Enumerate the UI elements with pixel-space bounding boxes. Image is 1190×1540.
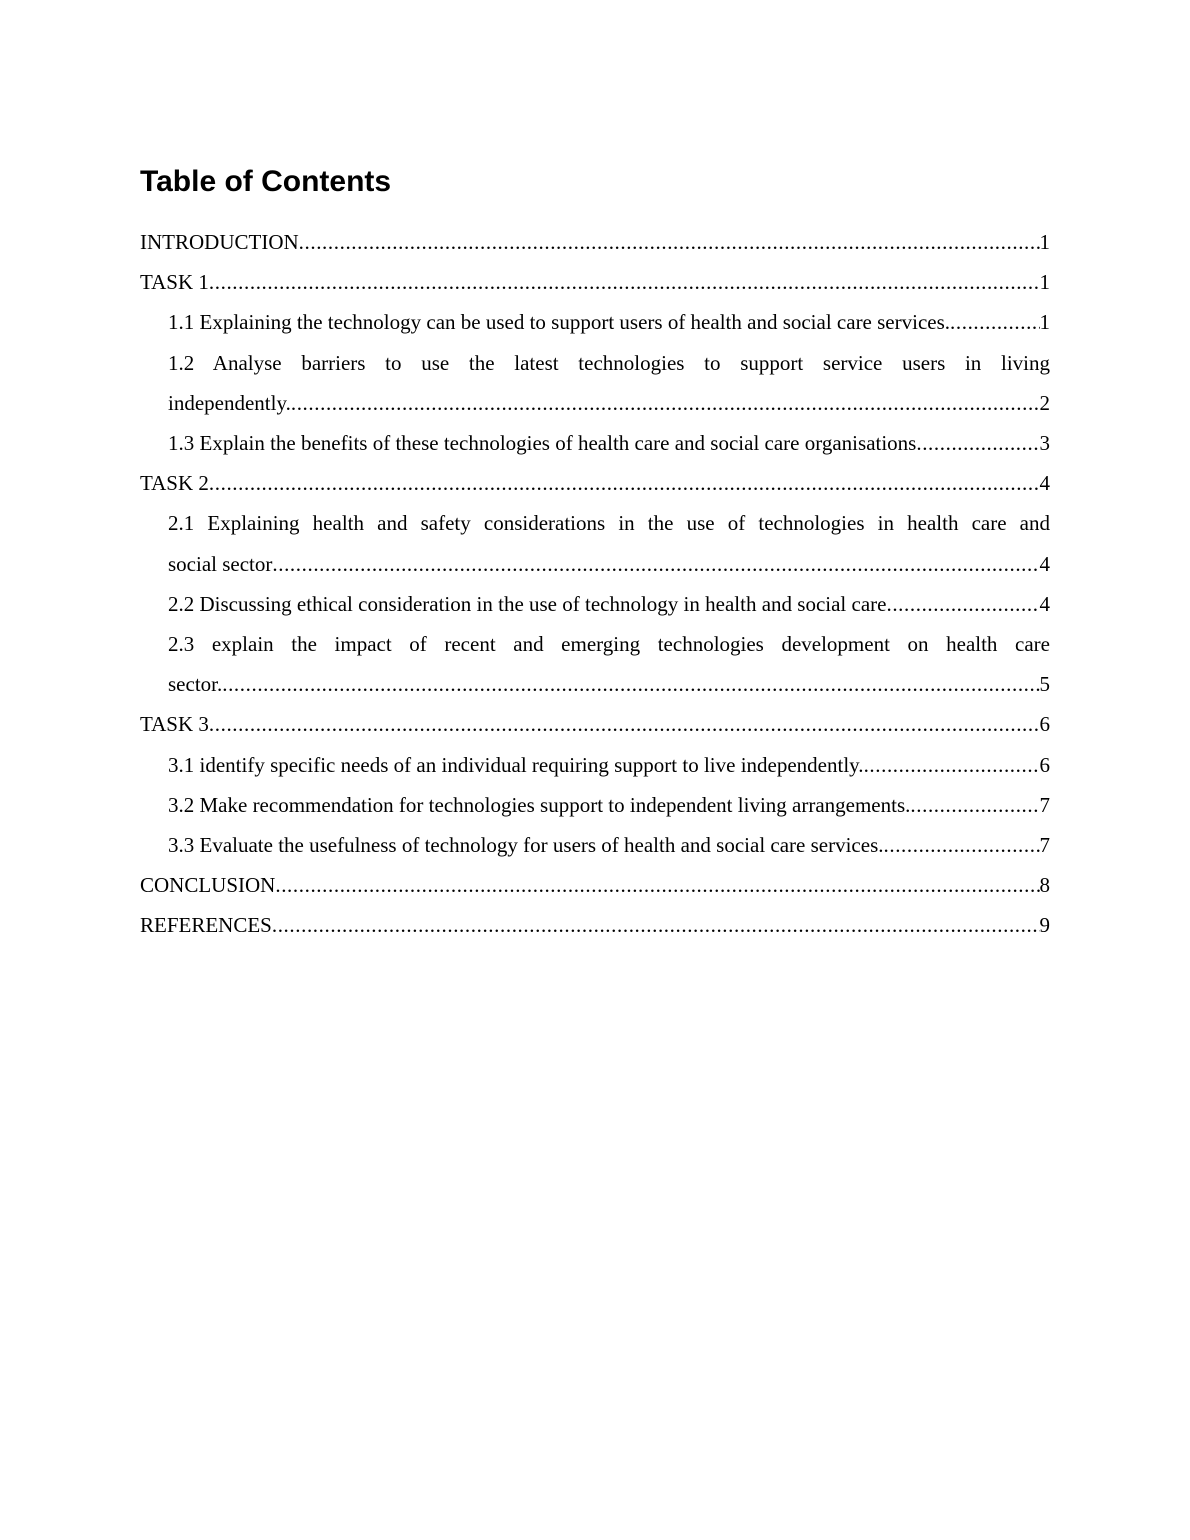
dot-leader xyxy=(272,905,1040,945)
toc-entry-references[interactable] xyxy=(140,905,1050,945)
toc-page-number: 5 xyxy=(1039,672,1050,697)
toc-entry-text: TASK 2 xyxy=(140,471,209,496)
toc-entry-task-2[interactable] xyxy=(140,463,1050,503)
toc-entry-text: 1.3 Explain the benefits of these technologies of health care and social care organisations xyxy=(168,431,917,456)
toc-page-number: 9 xyxy=(1039,913,1050,938)
dot-leader xyxy=(272,544,1039,584)
toc-entry-text: CONCLUSION xyxy=(140,873,276,898)
toc-entry-text-line1: 1.2 Analyse barriers to use the latest technologies to support service users in living xyxy=(168,350,1050,375)
toc-entry-text: TASK 3 xyxy=(140,712,209,737)
toc-entry-text: 3.1 identify specific needs of an individual requiring support to live independently. xyxy=(168,752,864,777)
toc-entry-1-3[interactable] xyxy=(140,423,1050,463)
dot-leader xyxy=(886,584,1039,624)
toc-entry-text-line2: independently. xyxy=(168,390,291,415)
dot-leader xyxy=(864,745,1040,785)
toc-entry-2-3[interactable] xyxy=(140,624,1050,704)
toc-entry-conclusion[interactable] xyxy=(140,865,1050,905)
toc-page-number: 1 xyxy=(1039,310,1050,335)
toc-entry-2-2[interactable] xyxy=(140,584,1050,624)
toc-page-number: 7 xyxy=(1039,833,1050,858)
toc-title: Table of Contents xyxy=(140,165,392,198)
table-of-contents xyxy=(140,222,1050,946)
toc-entry-3-3[interactable] xyxy=(140,825,1050,865)
toc-entry-text-line1: 2.1 Explaining health and safety considerations in the use of technologies in health care and xyxy=(168,511,1050,536)
toc-entry-task-1[interactable] xyxy=(140,262,1050,302)
toc-entry-text: 2.2 Discussing ethical consideration in the use of technology in health and social care xyxy=(168,591,887,616)
toc-entry-1-2[interactable] xyxy=(140,343,1050,423)
toc-entry-2-1[interactable] xyxy=(140,503,1050,583)
toc-entry-introduction[interactable] xyxy=(140,222,1050,262)
toc-entry-text-line2: sector. xyxy=(168,672,223,697)
toc-entry-3-2[interactable] xyxy=(140,785,1050,825)
toc-page-number: 2 xyxy=(1039,390,1050,415)
toc-entry-text: INTRODUCTION xyxy=(140,230,299,254)
toc-page-number: 7 xyxy=(1039,792,1050,817)
toc-page-number: 4 xyxy=(1039,471,1050,496)
toc-entry-1-1[interactable] xyxy=(140,302,1050,342)
toc-entry-text-line2: social sector xyxy=(168,551,273,576)
dot-leader xyxy=(209,262,1040,302)
dot-leader xyxy=(910,785,1039,825)
toc-entry-text: TASK 1 xyxy=(140,270,209,295)
toc-page-number: 3 xyxy=(1039,431,1050,456)
toc-entry-text-line1: 2.3 explain the impact of recent and emerging technologies development on health care xyxy=(168,632,1050,657)
dot-leader xyxy=(884,825,1040,865)
toc-page-number: 4 xyxy=(1039,551,1050,576)
dot-leader xyxy=(299,222,1040,262)
toc-page-number: 6 xyxy=(1039,712,1050,737)
toc-entry-task-3[interactable] xyxy=(140,704,1050,744)
dot-leader xyxy=(291,383,1040,423)
toc-entry-3-1[interactable] xyxy=(140,745,1050,785)
dot-leader xyxy=(209,463,1040,503)
toc-entry-text: 3.3 Evaluate the usefulness of technology for users of health and social care services. xyxy=(168,833,884,858)
toc-page-number: 8 xyxy=(1039,873,1050,898)
dot-leader xyxy=(275,865,1039,905)
toc-entry-text: REFERENCES xyxy=(140,913,272,938)
toc-page-number: 1 xyxy=(1039,270,1050,295)
dot-leader xyxy=(222,664,1039,704)
dot-leader xyxy=(950,302,1039,342)
toc-entry-text: 3.2 Make recommendation for technologies support to independent living arrangements. xyxy=(168,792,911,817)
toc-page-number: 4 xyxy=(1039,591,1050,616)
toc-page-number: 1 xyxy=(1039,230,1050,254)
dot-leader xyxy=(916,423,1039,463)
toc-entry-text: 1.1 Explaining the technology can be used to support users of health and social care services. xyxy=(168,310,951,335)
toc-page-number: 6 xyxy=(1039,752,1050,777)
dot-leader xyxy=(209,704,1040,744)
